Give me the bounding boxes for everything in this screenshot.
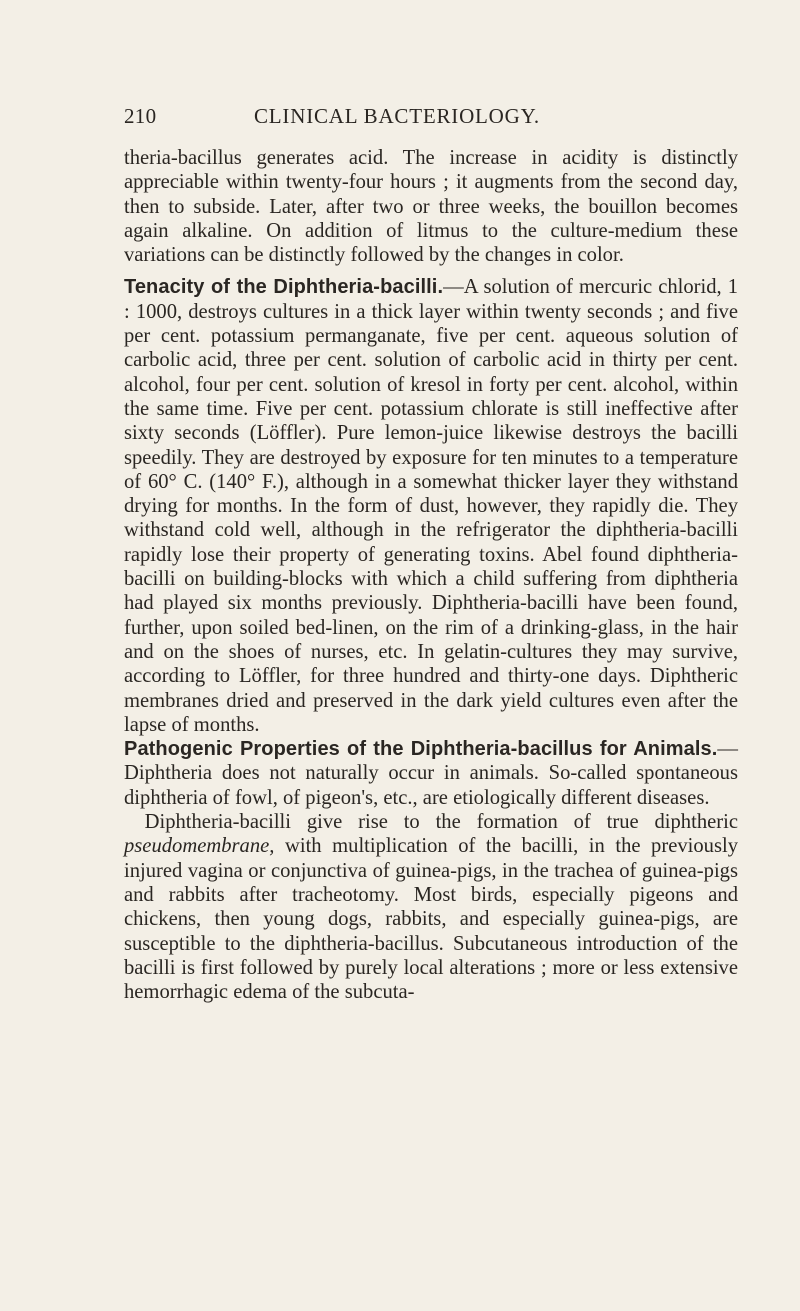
page-number: 210 [124, 104, 157, 128]
italic-term: pseudomembrane, [124, 835, 275, 858]
paragraph-litmus [124, 146, 738, 267]
paragraph-tenacity [124, 275, 738, 737]
paragraph-text: with multiplication of the bacilli, in the previously injured vagina or conjunctiva of guinea-pigs, in the trachea of guinea-pigs and rabbits after tracheotomy. Most birds, especially pigeons and chickens, then young dogs, rabbits, and especially guinea-pigs, are susceptible to the diphtheria-bacillus. Subcutaneous introduction of the bacilli is first followed by purely local alterations ; more or less extensive hemorrhagic edema of the subcuta- [124, 835, 738, 1004]
paragraph-text: —Diphtheria does not naturally occur in animals. So-called spontaneous diphtheria of fowl, of pigeon's, etc., are etiologically different diseases. [124, 738, 738, 809]
section-heading-pathogenic: Pathogenic Properties of the Diphtheria-bacillus for Animals. [124, 738, 718, 761]
paragraph-pathogenic [124, 737, 738, 810]
paragraph-pseudomembrane [124, 810, 738, 1004]
paragraph-text: —A solution of mercuric chlorid, 1 : 1000, destroys cultures in a thick layer within twenty seconds ; and five per cent. potassium permanganate, five per cent. aqueous solution of carbolic acid, three per cent. solution of carbolic acid in thirty per cent. alcohol, four per cent. solution of kresol in forty per cent. alcohol, within the same time. Five per cent. potassium chlorate is still ineffective after sixty seconds (Löffler). Pure lemon-juice likewise destroys the bacilli speedily. They are destroyed by exposure for ten minutes to a temperature of 60° C. (140° F.), although in a somewhat thicker layer they withstand drying for months. In the form of dust, however, they rapidly die. They withstand cold well, although in the refrigerator the diphtheria-bacilli rapidly lose their property of generating toxins. Abel found diphtheria-bacilli on building-blocks with which a child suffering from diphtheria had played six months previously. Diphtheria-bacilli have been found, further, upon soiled bed-linen, on the rim of a drinking-glass, in the hair and on the shoes of nurses, etc. In gelatin-cultures they may survive, according to Löffler, for three hundred and thirty-one days. Diphtheric membranes dried and preserved in the dark yield cultures even after the lapse of months. [124, 276, 738, 736]
paragraph-text: theria-bacillus generates acid. The increase in acidity is distinctly appreciable within twenty-four hours ; it augments from the second day, then to subside. Later, after two or three weeks, the bouillon becomes again alkaline. On addition of litmus to the culture-medium these variations can be distinctly followed by the changes in color. [124, 147, 738, 267]
running-head [124, 104, 738, 134]
body-text [124, 146, 738, 1004]
paragraph-text: Diphtheria-bacilli give rise to the formation of true diphtheric [144, 811, 738, 834]
page-header-title: CLINICAL BACTERIOLOGY. [254, 104, 540, 128]
section-heading-tenacity: Tenacity of the Diphtheria-bacilli. [124, 276, 444, 299]
